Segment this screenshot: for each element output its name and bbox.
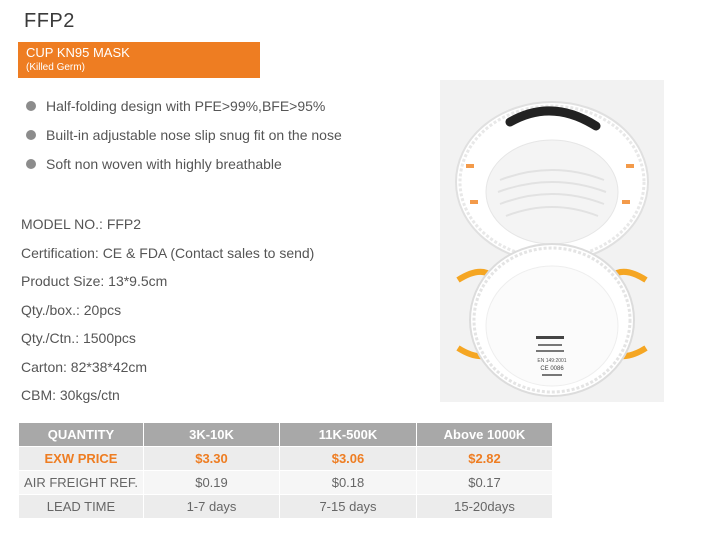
table-cell: 7-15 days — [280, 495, 417, 519]
table-cell: $0.18 — [280, 471, 417, 495]
spec-size: Product Size: 13*9.5cm — [21, 273, 168, 289]
spec-cbm: CBM: 30kgs/ctn — [21, 387, 120, 403]
spec-list — [21, 214, 314, 414]
mask-inside-view — [456, 102, 648, 262]
table-cell: $0.17 — [417, 471, 553, 495]
table-cell: $2.82 — [417, 447, 553, 471]
table-cell: EXW PRICE — [19, 447, 144, 471]
mask-outside-view — [458, 244, 646, 396]
feature-text: Built-in adjustable nose slip snug fit on the nose — [46, 127, 342, 143]
spec-carton: Carton: 82*38*42cm — [21, 358, 148, 375]
table-row-exw-price — [19, 447, 553, 471]
bullet-icon — [26, 101, 36, 111]
spec-model: MODEL NO.: FFP2 — [21, 216, 142, 232]
table-header-row — [19, 423, 553, 447]
table-cell: $3.06 — [280, 447, 417, 471]
mask-illustration — [440, 80, 664, 402]
feature-text: Half-folding design with PFE>99%,BFE>95% — [46, 98, 326, 114]
price-table — [18, 422, 553, 519]
column-header: 3K-10K — [144, 423, 280, 447]
bullet-icon — [26, 130, 36, 140]
spec-certification: Certification: CE & FDA (Contact sales to send) — [21, 244, 315, 261]
column-header: QUANTITY — [19, 423, 144, 447]
table-cell: $0.19 — [144, 471, 280, 495]
column-header: 11K-500K — [280, 423, 417, 447]
table-cell: LEAD TIME — [19, 495, 144, 519]
table-row-lead-time — [19, 495, 553, 519]
banner-title: CUP KN95 MASK — [26, 45, 130, 60]
feature-text: Soft non woven with highly breathable — [46, 156, 282, 172]
spec-qty-carton: Qty./Ctn.: 1500pcs — [21, 330, 136, 346]
table-cell: $3.30 — [144, 447, 280, 471]
table-cell: 1-7 days — [144, 495, 280, 519]
feature-list — [24, 96, 342, 183]
mask-ce-label: CE 0086 — [540, 366, 564, 372]
column-header: Above 1000K — [417, 423, 553, 447]
page-title: FFP2 — [24, 10, 75, 32]
bullet-icon — [26, 159, 36, 169]
mask-standard-label: EN 149:2001 — [537, 358, 567, 364]
product-photo — [440, 80, 664, 402]
product-banner — [18, 42, 260, 78]
feature-item — [24, 125, 342, 154]
table-row-air-freight — [19, 471, 553, 495]
banner-subtitle: (Killed Germ) — [26, 62, 85, 73]
table-cell: 15-20days — [417, 495, 553, 519]
table-cell: AIR FREIGHT REF. — [19, 471, 144, 495]
feature-item — [24, 96, 342, 125]
feature-item — [24, 154, 342, 183]
spec-qty-box: Qty./box.: 20pcs — [21, 301, 122, 318]
